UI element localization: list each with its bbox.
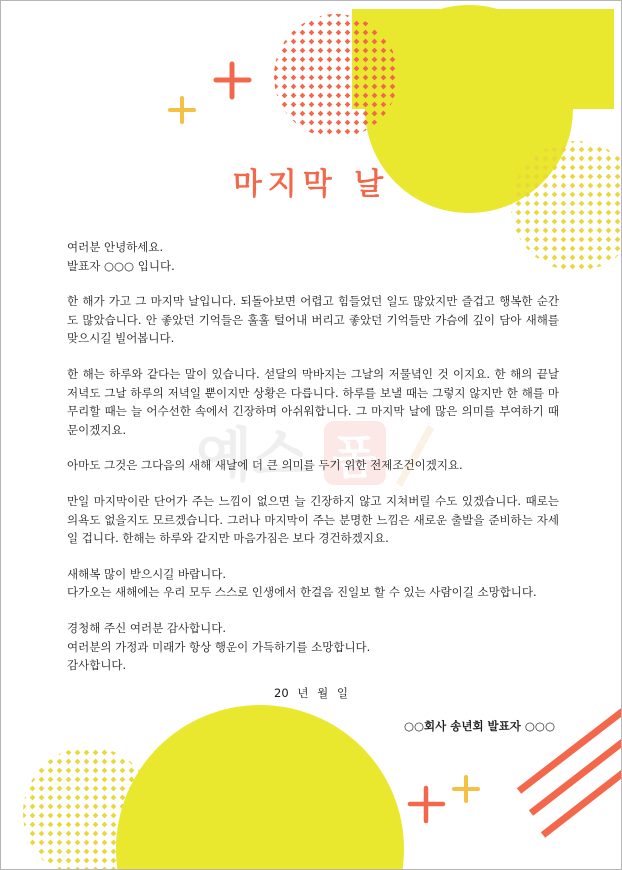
plus-icon-gold-top: [170, 98, 194, 122]
paragraph: [67, 292, 559, 348]
paragraph-text: 한 해가 가고 그 마지막 날입니다. 되돌아보면 어렵고 힘들었던 일도 많았지만 즐겁고 행복한 순간도 많았습니다. 안 좋았던 기억들은 훌훌 털어내 버리고 좋았던 기억들만 가슴에 깊이 담아 새해를 맞으시길 빌어봅니다.: [67, 294, 559, 346]
wishes-block: [67, 565, 559, 602]
wish-line: 다가오는 새해에는 우리 모두 스스로 인생에서 한걸음 진일보 할 수 있는 사람이길 소망합니다.: [67, 585, 537, 600]
plus-icon-coral-bottom: [410, 788, 443, 821]
paragraph-text: 만일 마지막이란 단어가 주는 느낌이 없으면 늘 긴장하지 않고 지쳐버릴 수도 있겠습니다. 때로는 의욕도 없을지도 모르겠습니다. 그러나 마지막이 주는 분명한 느낌은 새로운 출발을 준비하는 자세일 겁니다. 한해는 하루와 같지만 마음가짐은 보다 경건하겠지요.: [67, 493, 559, 546]
signature: ○○회사 송년회 발표자 ○○○: [403, 719, 555, 733]
svg-text:폼: 폼: [332, 430, 377, 484]
page-title: 마지막 날: [232, 167, 390, 202]
greeting-block: [67, 238, 559, 275]
closing-line: 여러분의 가정과 미래가 항상 행운이 가득하기를 소망합니다.: [67, 639, 371, 654]
letter-body: [67, 238, 559, 692]
svg-text:예스: 예스: [196, 421, 309, 489]
greeting-line: 여러분 안녕하세요.: [67, 240, 164, 254]
wish-line: 새해복 많이 받으시길 바랍니다.: [67, 566, 227, 581]
paragraph-text: 한 해는 하루와 같다는 말이 있습니다. 섣달의 막바지는 그날의 저물녘인 것 이지요. 한 해의 끝날 저녁도 그날 하루의 저녁일 뿐이지만 상황은 다릅니다. 하루를 보낼 때는 그렇지 않지만 한 해를 마무리할 때는 늘 어수선한 속에서 긴장하며 아쉬워합니다. 그 마지막 날에 많은 의미를 부여하기 때문이겠지요.: [67, 366, 559, 437]
date-line: 20 년 월 일: [274, 686, 348, 700]
paragraph: [67, 492, 559, 548]
paragraph-text: 아마도 그것은 그다음의 새해 새날에 더 큰 의미를 두기 위한 전제조건이겠지요.: [67, 458, 463, 473]
coral-dotted-circle: [274, 14, 398, 138]
plus-icon-coral-top: [216, 64, 249, 97]
paragraph: [67, 456, 559, 475]
closing-line: 경청해 주신 여러분 감사합니다.: [67, 620, 227, 635]
plus-icon-gold-bottom: [454, 777, 478, 801]
closing-block: [67, 619, 559, 675]
greeting-line: 발표자 ○○○ 입니다.: [67, 258, 175, 273]
bottom-yellow-circle: [116, 705, 404, 869]
paragraph: [67, 365, 559, 439]
closing-line: 감사합니다.: [67, 658, 127, 673]
